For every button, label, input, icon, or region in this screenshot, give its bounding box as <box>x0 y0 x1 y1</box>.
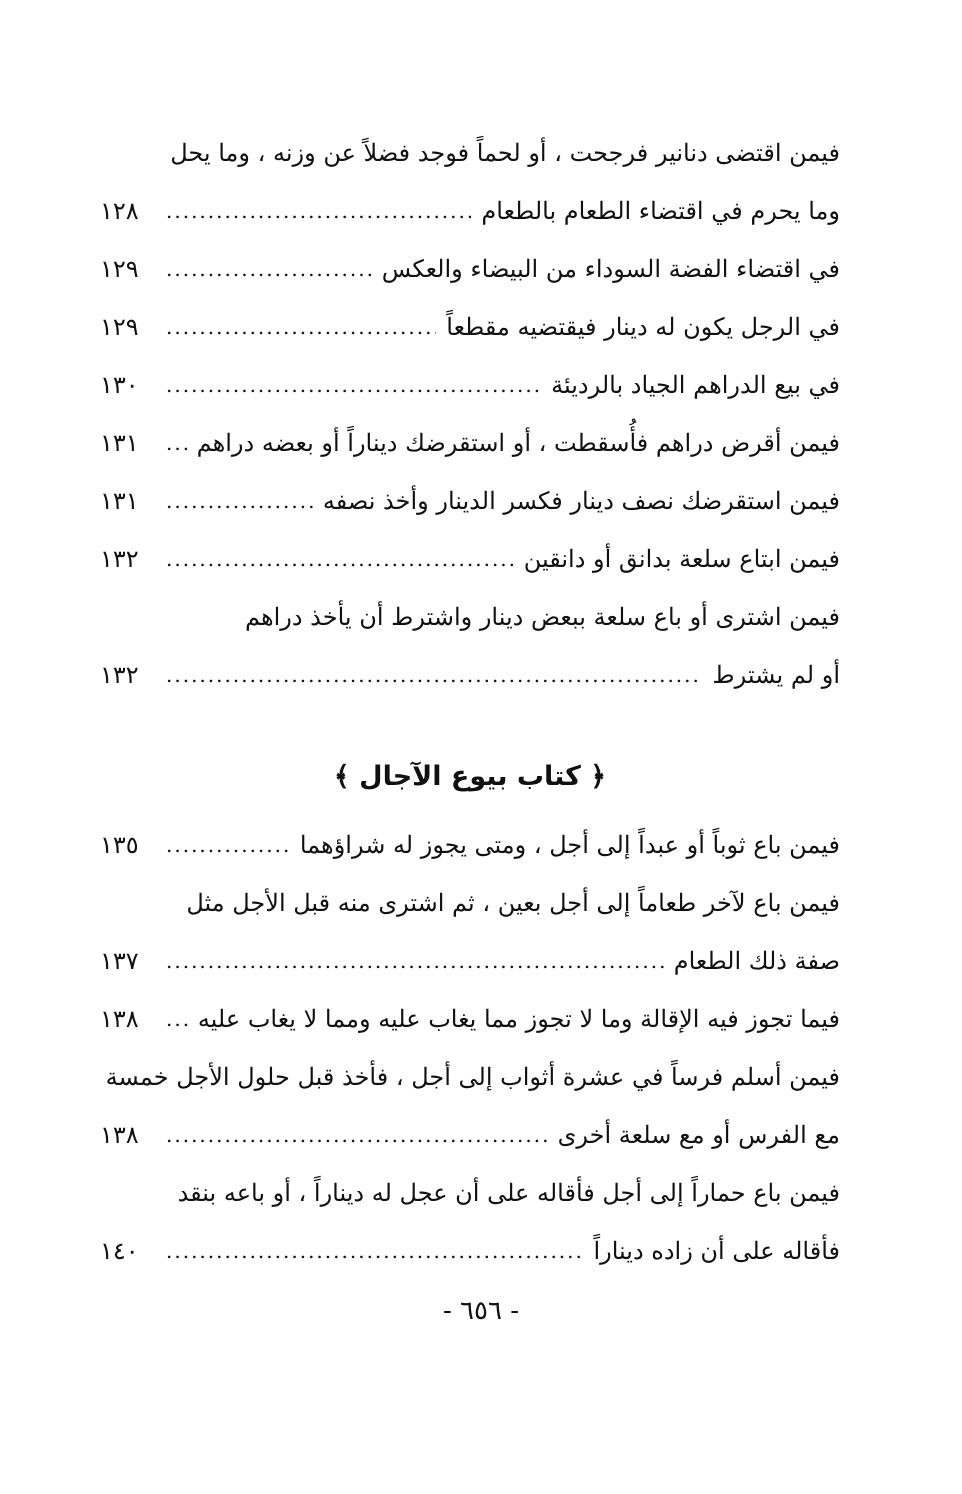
toc-section-1 <box>100 124 840 704</box>
toc-entry <box>100 932 840 990</box>
toc-entry <box>100 990 840 1048</box>
toc-entry <box>100 530 840 588</box>
toc-entry <box>100 646 840 704</box>
toc-entry-page: ١٣١ <box>100 429 139 457</box>
toc-leader-dots <box>166 472 313 530</box>
toc-leader-dots <box>166 646 702 704</box>
toc-entry <box>100 240 840 298</box>
toc-leader-dots <box>166 816 290 874</box>
toc-entry-title: مع الفرس أو مع سلعة أخرى <box>557 1121 840 1149</box>
toc-entry-page: ١٣٨ <box>100 1005 139 1033</box>
toc-entry-title: في الرجل يكون له دينار فيقتضيه مقطعاً <box>446 313 840 341</box>
toc-leader-dots <box>166 530 514 588</box>
toc-entry-page: ١٣٥ <box>100 831 139 859</box>
toc-entry-page: ١٣٢ <box>100 661 139 689</box>
toc-entry <box>100 124 840 182</box>
toc-entry-title: وما يحرم في اقتضاء الطعام بالطعام <box>481 197 840 225</box>
toc-leader-dots <box>166 356 541 414</box>
toc-entry <box>100 1222 840 1280</box>
toc-leader-dots <box>166 298 436 356</box>
page-number: - ٦٥٦ - <box>442 1296 520 1326</box>
toc-entry-title: فيمن أقرض دراهم فأُسقطت ، أو استقرضك ديناراً أو بعضه دراهم <box>196 429 840 457</box>
toc-entry <box>100 1048 840 1106</box>
toc-entry-page: ١٣٠ <box>100 371 139 399</box>
toc-entry-title: صفة ذلك الطعام <box>673 947 840 975</box>
toc-entry-title: في بيع الدراهم الجياد بالرديئة <box>551 371 840 399</box>
toc-entry <box>100 356 840 414</box>
toc-entry-title: فأقاله على أن زاده ديناراً <box>593 1237 840 1265</box>
toc-entry-page: ١٣٢ <box>100 545 139 573</box>
toc-entry <box>100 816 840 874</box>
toc-entry-page: ١٢٨ <box>100 197 139 225</box>
toc-leader-dots <box>166 182 471 240</box>
toc-entry-title: فيمن ابتاع سلعة بدانق أو دانقين <box>523 545 840 573</box>
toc-leader-dots <box>166 1106 548 1164</box>
toc-entry <box>100 298 840 356</box>
toc-entry <box>100 182 840 240</box>
toc-entry-page: ١٢٩ <box>100 255 139 283</box>
toc-entry <box>100 1106 840 1164</box>
toc-leader-dots <box>166 1222 583 1280</box>
toc-entry-title: فيمن باع حماراً إلى أجل فأقاله على أن عجل له ديناراً ، أو باعه بنقد <box>177 1179 840 1207</box>
toc-entry <box>100 588 840 646</box>
chapter-heading: ﴿ كتاب بيوع الآجال ﴾ <box>333 760 607 792</box>
toc-entry-page: ١٣٨ <box>100 1121 139 1149</box>
toc-entry-title: فيمن اشترى أو باع سلعة ببعض دينار واشترط أن يأخذ دراهم <box>244 603 840 631</box>
toc-entry-title: فيمن استقرضك نصف دينار فكسر الدينار وأخذ نصفه <box>322 487 840 515</box>
toc-entry-title: فيمن باع لآخر طعاماً إلى أجل بعين ، ثم اشترى منه قبل الأجل مثل <box>186 889 840 917</box>
toc-leader-dots <box>166 990 188 1048</box>
toc-entry <box>100 1164 840 1222</box>
toc-entry-page: ١٢٩ <box>100 313 139 341</box>
toc-entry <box>100 414 840 472</box>
toc-leader-dots <box>166 240 372 298</box>
toc-entry <box>100 874 840 932</box>
toc-leader-dots <box>166 414 187 472</box>
toc-entry-title: فيمن أسلم فرساً في عشرة أثواب إلى أجل ، فأخذ قبل حلول الأجل خمسة <box>105 1063 840 1091</box>
toc-entry-title: فيما تجوز فيه الإقالة وما لا تجوز مما يغاب عليه ومما لا يغاب عليه <box>197 1005 840 1033</box>
toc-entry-page: ١٣٧ <box>100 947 139 975</box>
toc-leader-dots <box>166 932 664 990</box>
toc-entry-title: أو لم يشترط <box>712 661 840 689</box>
toc-entry-page: ١٣١ <box>100 487 139 515</box>
toc-entry-page: ١٤٠ <box>100 1237 139 1265</box>
toc-entry-title: فيمن اقتضى دنانير فرجحت ، أو لحماً فوجد فضلاً عن وزنه ، وما يحل <box>170 139 840 167</box>
toc-entry-title: في اقتضاء الفضة السوداء من البيضاء والعكس <box>381 255 840 283</box>
toc-section-2 <box>100 816 840 1280</box>
table-of-contents <box>100 124 840 1280</box>
toc-entry-title: فيمن باع ثوباً أو عبداً إلى أجل ، ومتى يجوز له شراؤهما <box>299 831 840 859</box>
toc-entry <box>100 472 840 530</box>
